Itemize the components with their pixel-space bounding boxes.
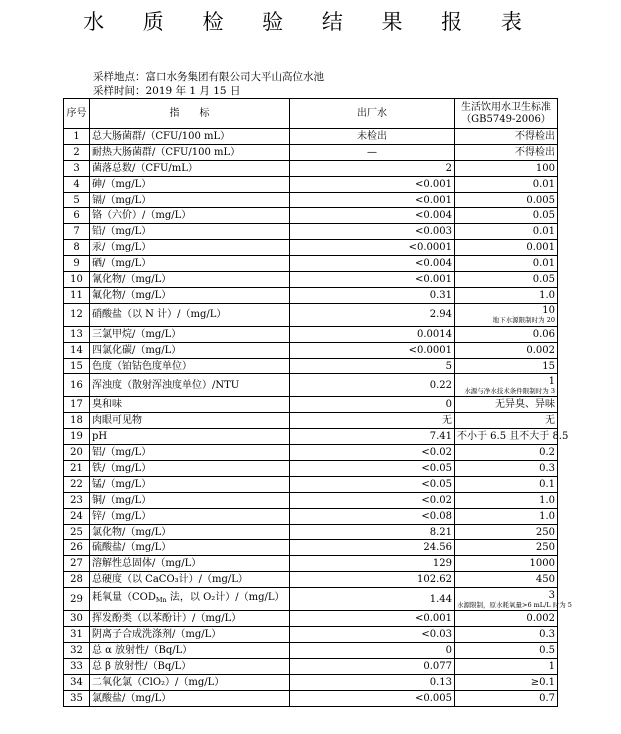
standard-limit: 15 <box>455 358 558 374</box>
standard-limit: 0.05 <box>455 272 558 288</box>
row-number: 30 <box>64 611 90 627</box>
table-row <box>64 588 558 611</box>
row-number: 8 <box>64 240 90 256</box>
table-row <box>64 176 558 192</box>
standard-limit: 无异臭、异味 <box>455 397 558 413</box>
indicator-name-part: 法，以 O₂计）/（mg/L） <box>166 592 285 604</box>
standard-limit: 0.05 <box>455 208 558 224</box>
indicator-name: 铅/（mg/L） <box>90 224 290 240</box>
sampling-time-value: 2019 年 1 月 15 日 <box>145 85 241 97</box>
indicator-name: 硫酸盐/（mg/L） <box>90 540 290 556</box>
header-standard-line1: 生活饮用水卫生标准 <box>461 101 551 113</box>
table-row <box>64 342 558 358</box>
indicator-name: 菌落总数/（CFU/mL） <box>90 160 290 176</box>
outlet-water-value: <0.003 <box>290 224 455 240</box>
outlet-water-value: <0.0001 <box>290 342 455 358</box>
outlet-water-value: <0.001 <box>290 176 455 192</box>
standard-limit: 0.3 <box>455 627 558 643</box>
outlet-water-value: <0.02 <box>290 445 455 461</box>
sampling-location-value: 富口水务集团有限公司大平山高位水池 <box>145 71 324 83</box>
table-header-row <box>64 99 558 129</box>
standard-limit <box>455 374 558 397</box>
outlet-water-value: 24.56 <box>290 540 455 556</box>
standard-limit: 1.0 <box>455 508 558 524</box>
row-number: 12 <box>64 303 90 326</box>
indicator-name: 二氧化氯（ClO₂）/（mg/L） <box>90 674 290 690</box>
indicator-name: 浑浊度（散射浑浊度单位）/NTU <box>90 374 290 397</box>
indicator-name: 镉/（mg/L） <box>90 192 290 208</box>
outlet-water-value: <0.005 <box>290 690 455 706</box>
table-row <box>64 658 558 674</box>
outlet-water-value: 0.077 <box>290 658 455 674</box>
table-row <box>64 461 558 477</box>
table-body <box>64 129 572 707</box>
table-row <box>64 397 558 413</box>
row-number: 2 <box>64 144 90 160</box>
outlet-water-value: <0.004 <box>290 256 455 272</box>
indicator-name: 溶解性总固体/（mg/L） <box>90 556 290 572</box>
row-number: 22 <box>64 476 90 492</box>
indicator-name: 铬（六价）/（mg/L） <box>90 208 290 224</box>
row-number: 3 <box>64 160 90 176</box>
row-number: 23 <box>64 492 90 508</box>
table-row <box>64 192 558 208</box>
table-row <box>64 540 558 556</box>
indicator-name: 挥发酚类（以苯酚计）/（mg/L） <box>90 611 290 627</box>
standard-limit: 0.5 <box>455 642 558 658</box>
indicator-name: 耐热大肠菌群/（CFU/100 mL） <box>90 144 290 160</box>
table-row <box>64 429 558 445</box>
header-outlet-water: 出厂水 <box>290 99 455 129</box>
standard-limit: 0.001 <box>455 240 558 256</box>
outlet-water-value: <0.004 <box>290 208 455 224</box>
outlet-water-value: 0 <box>290 642 455 658</box>
standard-limit: 0.01 <box>455 256 558 272</box>
outlet-water-value: 0.13 <box>290 674 455 690</box>
row-number: 28 <box>64 572 90 588</box>
outlet-water-value: <0.03 <box>290 627 455 643</box>
indicator-name: 铁/（mg/L） <box>90 461 290 477</box>
indicator-name: 三氯甲烷/（mg/L） <box>90 326 290 342</box>
row-number: 4 <box>64 176 90 192</box>
indicator-name: 锌/（mg/L） <box>90 508 290 524</box>
outlet-water-value: <0.08 <box>290 508 455 524</box>
table-row <box>64 144 558 160</box>
indicator-name: 四氯化碳/（mg/L） <box>90 342 290 358</box>
report-title: 水 质 检 验 结 果 报 表 <box>83 10 538 34</box>
standard-limit: 0.7 <box>455 690 558 706</box>
standard-limit-value: 1 <box>548 375 555 387</box>
row-number: 20 <box>64 445 90 461</box>
outlet-water-value: 1.44 <box>290 588 455 611</box>
table-row <box>64 690 558 706</box>
row-number: 17 <box>64 397 90 413</box>
standard-limit: 0.3 <box>455 461 558 477</box>
standard-limit: 0.002 <box>455 611 558 627</box>
table-row <box>64 413 558 429</box>
row-number: 16 <box>64 374 90 397</box>
standard-limit: 250 <box>455 524 558 540</box>
indicator-name: 氰化物/（mg/L） <box>90 272 290 288</box>
outlet-water-value: <0.0001 <box>290 240 455 256</box>
table-row <box>64 326 558 342</box>
indicator-name: 色度（铂钴色度单位） <box>90 358 290 374</box>
row-number: 34 <box>64 674 90 690</box>
table-row <box>64 303 558 326</box>
table-row <box>64 240 558 256</box>
row-number: 27 <box>64 556 90 572</box>
standard-limit: 0.1 <box>455 476 558 492</box>
indicator-name: 氟化物/（mg/L） <box>90 287 290 303</box>
row-number: 24 <box>64 508 90 524</box>
standard-limit: 不得检出 <box>455 129 558 145</box>
indicator-name: 阴离子合成洗涤剂/（mg/L） <box>90 627 290 643</box>
table-row <box>64 556 558 572</box>
table-row <box>64 224 558 240</box>
standard-limit: 1 <box>455 658 558 674</box>
indicator-name: 汞/（mg/L） <box>90 240 290 256</box>
outlet-water-value: <0.05 <box>290 476 455 492</box>
outlet-water-value: 0.0014 <box>290 326 455 342</box>
outlet-water-value: 无 <box>290 413 455 429</box>
standard-limit: 250 <box>455 540 558 556</box>
row-number: 1 <box>64 129 90 145</box>
table-row <box>64 129 558 145</box>
indicator-name-subscript: Mn <box>155 596 167 605</box>
outlet-water-value: 5 <box>290 358 455 374</box>
header-item: 指 标 <box>90 99 290 129</box>
row-number: 29 <box>64 588 90 611</box>
sampling-time-label: 采样时间： <box>93 85 146 97</box>
table-row <box>64 524 558 540</box>
indicator-name: pH <box>90 429 290 445</box>
table-row <box>64 445 558 461</box>
table-row <box>64 208 558 224</box>
standard-limit <box>455 303 558 326</box>
row-number: 10 <box>64 272 90 288</box>
sampling-time <box>93 83 240 98</box>
standard-limit: 不得检出 <box>455 144 558 160</box>
table-row <box>64 611 558 627</box>
outlet-water-value: 0 <box>290 397 455 413</box>
header-no: 序号 <box>64 99 90 129</box>
indicator-name: 氯化物/（mg/L） <box>90 524 290 540</box>
outlet-water-value: 7.41 <box>290 429 455 445</box>
outlet-water-value: 0.31 <box>290 287 455 303</box>
table-row <box>64 508 558 524</box>
sampling-location-label: 采样地点： <box>93 71 146 83</box>
row-number: 21 <box>64 461 90 477</box>
standard-limit-note: 水源与净水技术条件限制时为 3 <box>464 386 555 395</box>
standard-limit <box>455 588 572 611</box>
standard-limit: 1000 <box>455 556 558 572</box>
standard-limit: ≥0.1 <box>455 674 558 690</box>
indicator-name: 臭和味 <box>90 397 290 413</box>
standard-limit: 无 <box>455 413 558 429</box>
row-number: 19 <box>64 429 90 445</box>
row-number: 5 <box>64 192 90 208</box>
outlet-water-value: 2 <box>290 160 455 176</box>
outlet-water-value: 0.22 <box>290 374 455 397</box>
indicator-name: 肉眼可见物 <box>90 413 290 429</box>
table-row <box>64 256 558 272</box>
standard-limit: 0.01 <box>455 176 558 192</box>
standard-limit: 0.01 <box>455 224 558 240</box>
indicator-name: 氯酸盐/（mg/L） <box>90 690 290 706</box>
row-number: 15 <box>64 358 90 374</box>
water-quality-table <box>63 98 572 707</box>
row-number: 35 <box>64 690 90 706</box>
indicator-name: 硝酸盐（以 N 计）/（mg/L） <box>90 303 290 326</box>
standard-limit: 0.06 <box>455 326 558 342</box>
table-row <box>64 674 558 690</box>
standard-limit: 100 <box>455 160 558 176</box>
table-row <box>64 160 558 176</box>
table-row <box>64 476 558 492</box>
row-number: 9 <box>64 256 90 272</box>
outlet-water-value: 102.62 <box>290 572 455 588</box>
header-standard <box>455 99 558 129</box>
table-row <box>64 492 558 508</box>
header-standard-line2: （GB5749-2006） <box>461 113 551 125</box>
sampling-location <box>93 69 324 84</box>
row-number: 26 <box>64 540 90 556</box>
outlet-water-value: <0.001 <box>290 192 455 208</box>
standard-limit: 1.0 <box>455 287 558 303</box>
outlet-water-value: <0.001 <box>290 272 455 288</box>
outlet-water-value: 8.21 <box>290 524 455 540</box>
table-row <box>64 358 558 374</box>
row-number: 18 <box>64 413 90 429</box>
standard-limit-note: 水源限制，原水耗氧量>6 mL/L 时为 5 <box>457 600 572 609</box>
row-number: 31 <box>64 627 90 643</box>
standard-limit: 不小于 6.5 且不大于 8.5 <box>455 429 558 445</box>
table-row <box>64 287 558 303</box>
standard-limit-value: 3 <box>548 589 555 601</box>
outlet-water-value: — <box>290 144 455 160</box>
table-row <box>64 374 558 397</box>
row-number: 25 <box>64 524 90 540</box>
indicator-name: 总 β 放射性/（Bq/L） <box>90 658 290 674</box>
indicator-name: 总大肠菌群/（CFU/100 mL） <box>90 129 290 145</box>
outlet-water-value: <0.02 <box>290 492 455 508</box>
row-number: 11 <box>64 287 90 303</box>
indicator-name: 铜/（mg/L） <box>90 492 290 508</box>
indicator-name: 锰/（mg/L） <box>90 476 290 492</box>
indicator-name: 砷/（mg/L） <box>90 176 290 192</box>
row-number: 6 <box>64 208 90 224</box>
row-number: 33 <box>64 658 90 674</box>
table-row <box>64 572 558 588</box>
standard-limit-value: 10 <box>542 305 555 317</box>
standard-limit: 0.2 <box>455 445 558 461</box>
outlet-water-value: <0.001 <box>290 611 455 627</box>
outlet-water-value: <0.05 <box>290 461 455 477</box>
table-row <box>64 272 558 288</box>
standard-limit: 0.005 <box>455 192 558 208</box>
outlet-water-value: 未检出 <box>290 129 455 145</box>
indicator-name: 硒/（mg/L） <box>90 256 290 272</box>
row-number: 7 <box>64 224 90 240</box>
table-row <box>64 642 558 658</box>
row-number: 32 <box>64 642 90 658</box>
standard-limit: 0.002 <box>455 342 558 358</box>
standard-limit-note: 地下水源限制时为 20 <box>492 316 555 325</box>
outlet-water-value: 129 <box>290 556 455 572</box>
row-number: 14 <box>64 342 90 358</box>
indicator-name <box>90 588 290 611</box>
outlet-water-value: 2.94 <box>290 303 455 326</box>
indicator-name: 总 α 放射性/（Bq/L） <box>90 642 290 658</box>
table-row <box>64 627 558 643</box>
standard-limit: 1.0 <box>455 492 558 508</box>
indicator-name: 总硬度（以 CaCO₃计）/（mg/L） <box>90 572 290 588</box>
row-number: 13 <box>64 326 90 342</box>
indicator-name: 铝/（mg/L） <box>90 445 290 461</box>
standard-limit: 450 <box>455 572 558 588</box>
indicator-name-part: 耗氧量（COD <box>92 592 156 604</box>
